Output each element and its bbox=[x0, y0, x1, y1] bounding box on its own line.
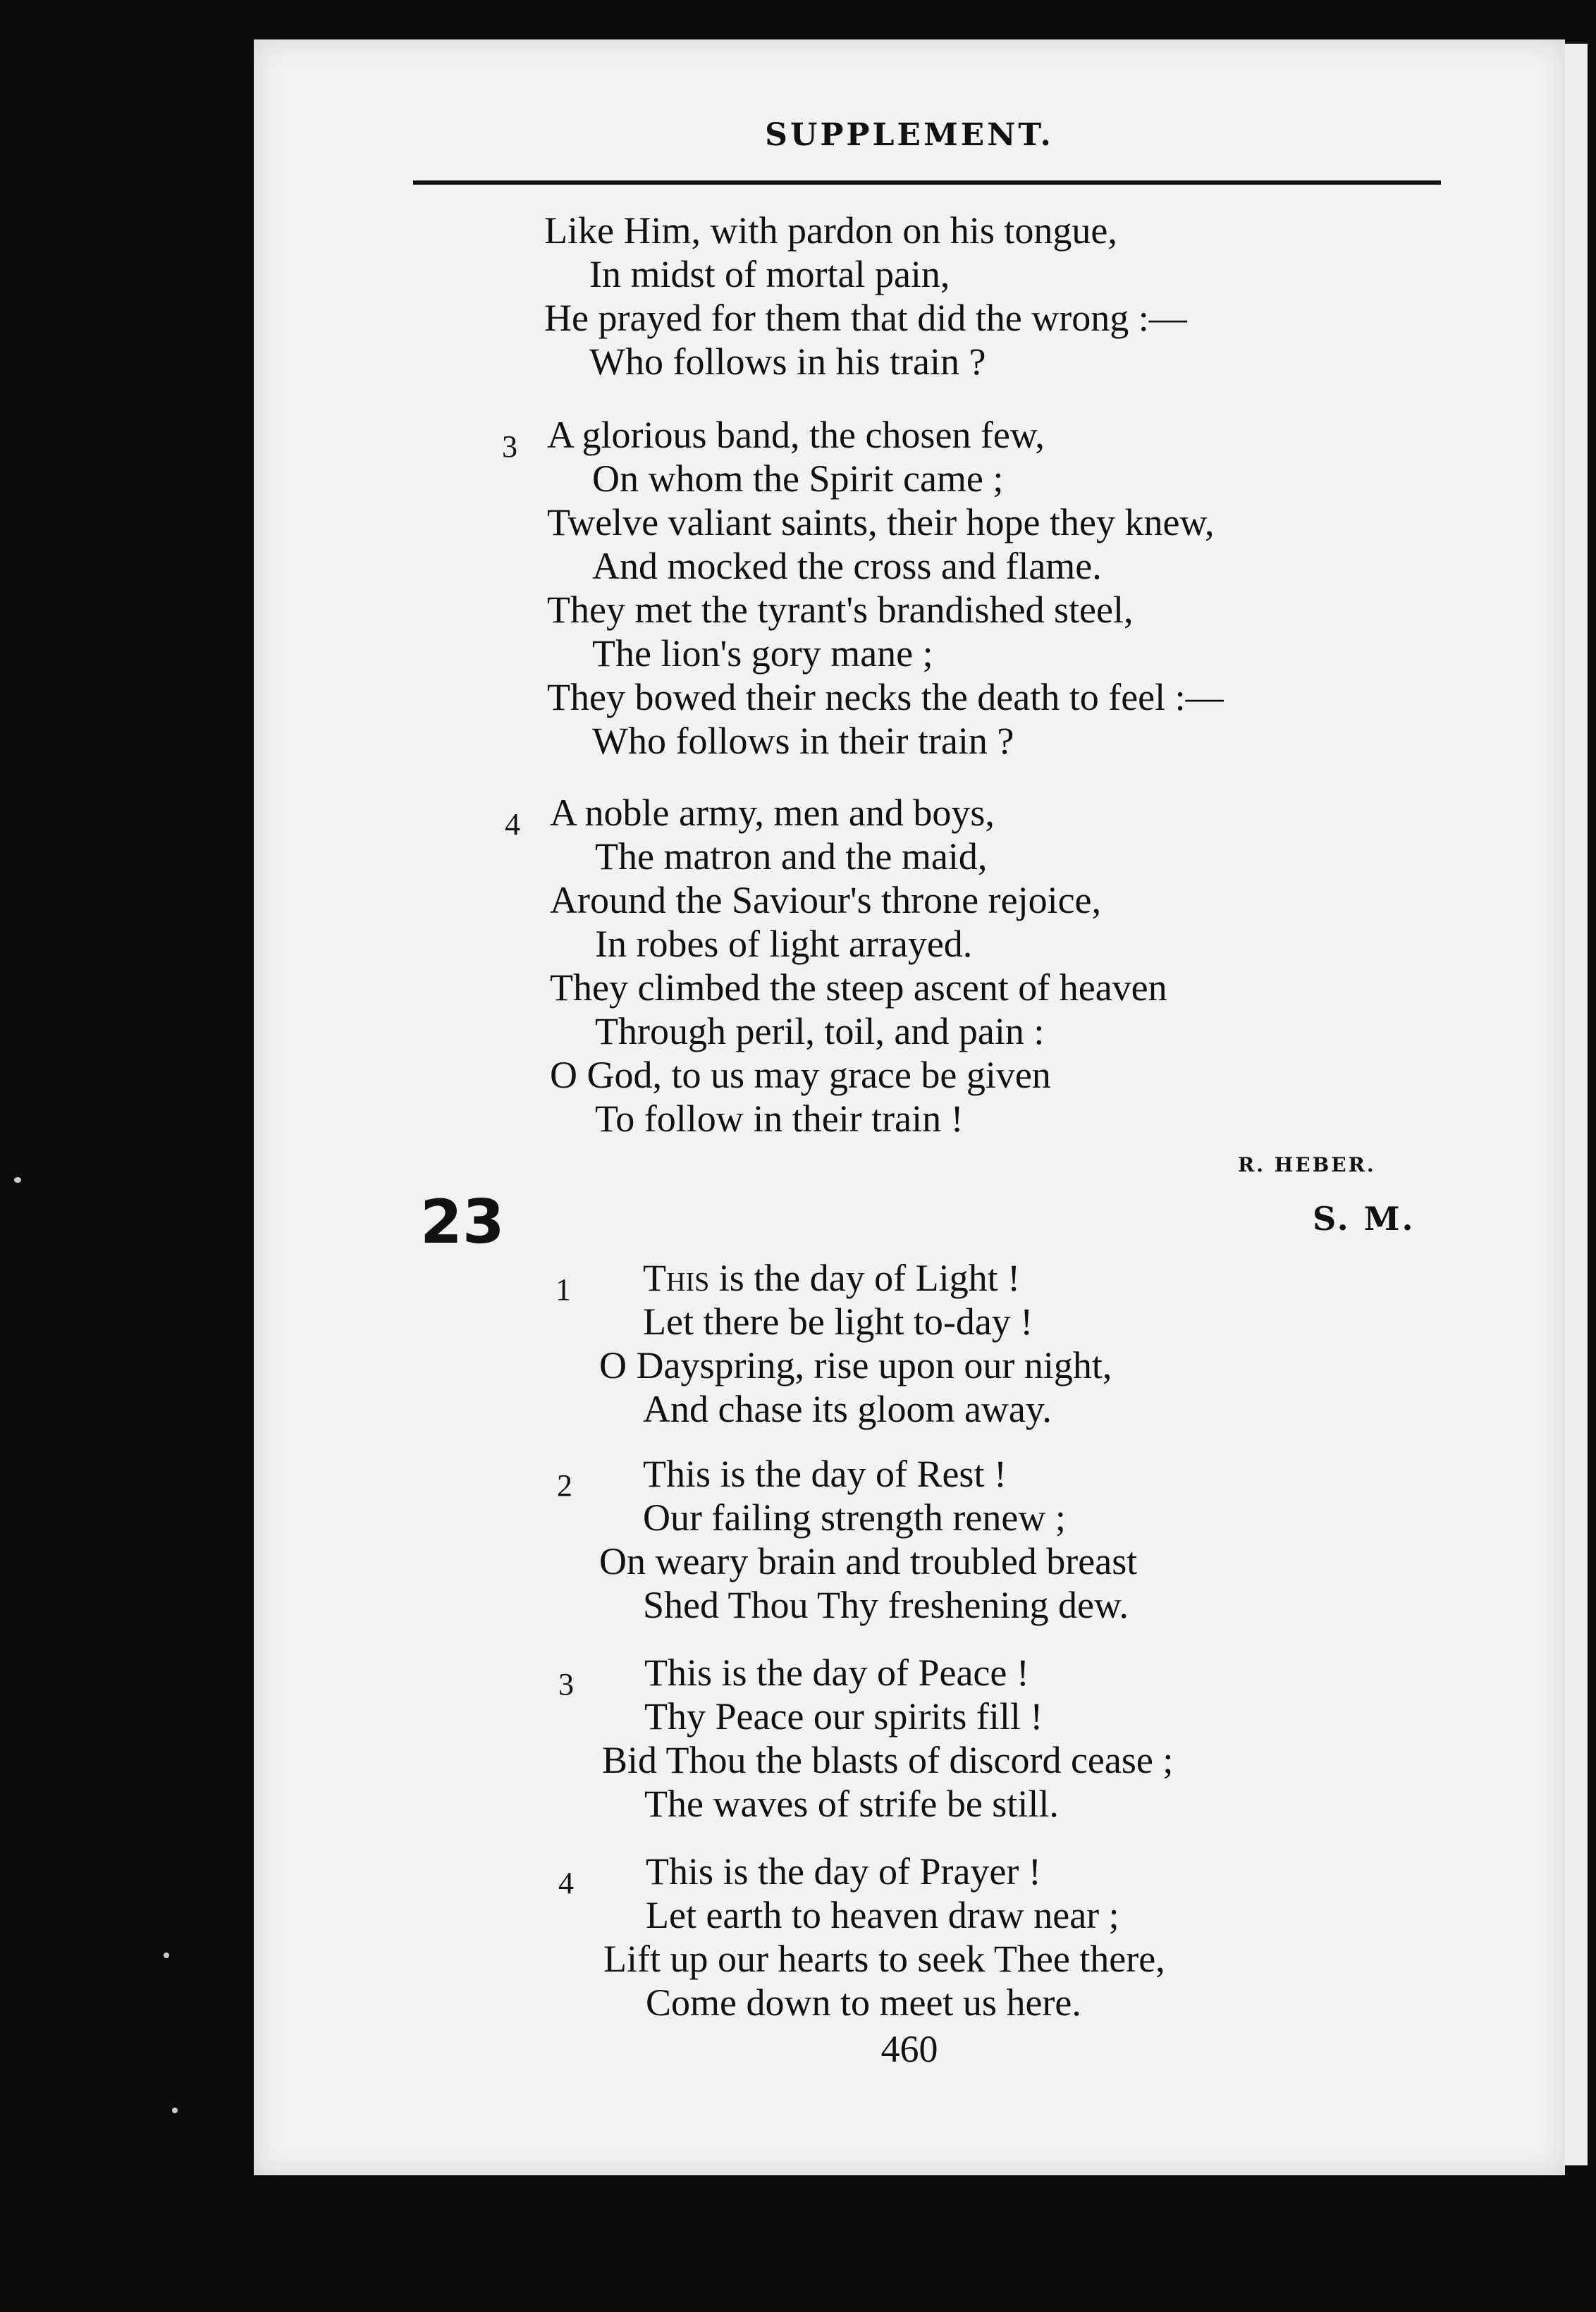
hymn23-verse4-line-2: Let earth to heaven draw near ; bbox=[646, 1894, 1119, 1936]
hymn23-verse3-line-3: Bid Thou the blasts of discord cease ; bbox=[602, 1739, 1174, 1781]
hymn22-verse3-line-7: They bowed their necks the death to feel :— bbox=[547, 676, 1224, 718]
hymn23-verse1-line-1 bbox=[643, 1259, 1020, 1297]
hymn22-verse4-line-8: To follow in their train ! bbox=[595, 1097, 964, 1140]
header-rule bbox=[413, 180, 1441, 185]
hymn22-verse3-line-6: The lion's gory mane ; bbox=[592, 632, 933, 675]
hymn23-meter: S. M. bbox=[1313, 1200, 1416, 1238]
hymn22-verse4-line-1: A noble army, men and boys, bbox=[550, 792, 995, 834]
hymn22-author: R. HEBER. bbox=[1238, 1153, 1376, 1176]
hymn22-verse4-line-3: Around the Saviour's throne rejoice, bbox=[550, 879, 1102, 921]
hymn22-verse3-line-1: A glorious band, the chosen few, bbox=[547, 414, 1045, 456]
hymn23-verse2-line-3: On weary brain and troubled breast bbox=[599, 1540, 1138, 1582]
hymn23-verse1-line-2: Let there be light to-day ! bbox=[643, 1300, 1033, 1343]
hymn23-number: 23 bbox=[420, 1187, 505, 1258]
scan-speck bbox=[164, 1953, 169, 1958]
running-header: SUPPLEMENT. bbox=[765, 117, 1054, 153]
hymn22-verse4-line-6: Through peril, toil, and pain : bbox=[595, 1010, 1045, 1052]
hymn23-verse3-line-4: The waves of strife be still. bbox=[644, 1783, 1059, 1825]
scan-speck bbox=[14, 1177, 21, 1183]
hymn23-verse4-line-3: Lift up our hearts to seek Thee there, bbox=[603, 1938, 1165, 1980]
hymn23-verse3-line-2: Thy Peace our spirits fill ! bbox=[644, 1695, 1043, 1738]
hymn23-verse1-line-3: O Dayspring, rise upon our night, bbox=[599, 1344, 1112, 1386]
hymn23-verse2-line-4: Shed Thou Thy freshening dew. bbox=[643, 1584, 1129, 1626]
hymn23-verse4-line-1: This is the day of Prayer ! bbox=[646, 1850, 1041, 1893]
hymn22-verse4-line-5: They climbed the steep ascent of heaven bbox=[550, 966, 1167, 1009]
hymn23-verse1-first-word: This bbox=[643, 1257, 710, 1299]
hymn22-verse3-line-8: Who follows in their train ? bbox=[592, 720, 1014, 762]
hymn22-cont-line-1: Like Him, with pardon on his tongue, bbox=[544, 209, 1117, 252]
book-page bbox=[254, 39, 1565, 2175]
hymn22-verse4-line-7: O God, to us may grace be given bbox=[550, 1054, 1051, 1096]
hymn22-cont-line-3: He prayed for them that did the wrong :— bbox=[544, 297, 1187, 339]
hymn23-verse4-number: 4 bbox=[558, 1866, 574, 1900]
hymn23-verse3-line-1: This is the day of Peace ! bbox=[644, 1652, 1029, 1694]
hymn22-verse3-line-2: On whom the Spirit came ; bbox=[592, 457, 1004, 500]
hymn23-verse1-line-4: And chase its gloom away. bbox=[643, 1388, 1052, 1430]
hymn22-verse3-line-3: Twelve valiant saints, their hope they knew, bbox=[547, 501, 1215, 543]
hymn22-verse4-line-4: In robes of light arrayed. bbox=[595, 923, 973, 965]
scan-speck bbox=[172, 2108, 178, 2113]
hymn22-verse3-line-4: And mocked the cross and flame. bbox=[592, 545, 1102, 587]
hymn22-cont-line-4: Who follows in his train ? bbox=[589, 340, 986, 383]
hymn23-verse1-first-rest: is the day of Light ! bbox=[709, 1257, 1021, 1299]
hymn22-cont-line-2: In midst of mortal pain, bbox=[589, 253, 950, 295]
hymn22-verse3-line-5: They met the tyrant's brandished steel, bbox=[547, 589, 1134, 631]
hymn22-verse4-number: 4 bbox=[505, 807, 520, 842]
hymn23-verse4-line-4: Come down to meet us here. bbox=[646, 1981, 1081, 2024]
hymn23-verse3-number: 3 bbox=[558, 1667, 574, 1702]
hymn23-verse2-line-1: This is the day of Rest ! bbox=[643, 1453, 1007, 1495]
hymn22-verse3-number: 3 bbox=[502, 429, 517, 464]
page-number: 460 bbox=[880, 2028, 938, 2070]
hymn23-verse2-number: 2 bbox=[557, 1468, 572, 1503]
hymn22-verse4-line-2: The matron and the maid, bbox=[595, 835, 988, 878]
hymn23-verse2-line-2: Our failing strength renew ; bbox=[643, 1496, 1066, 1539]
hymn23-verse1-number: 1 bbox=[555, 1272, 571, 1307]
